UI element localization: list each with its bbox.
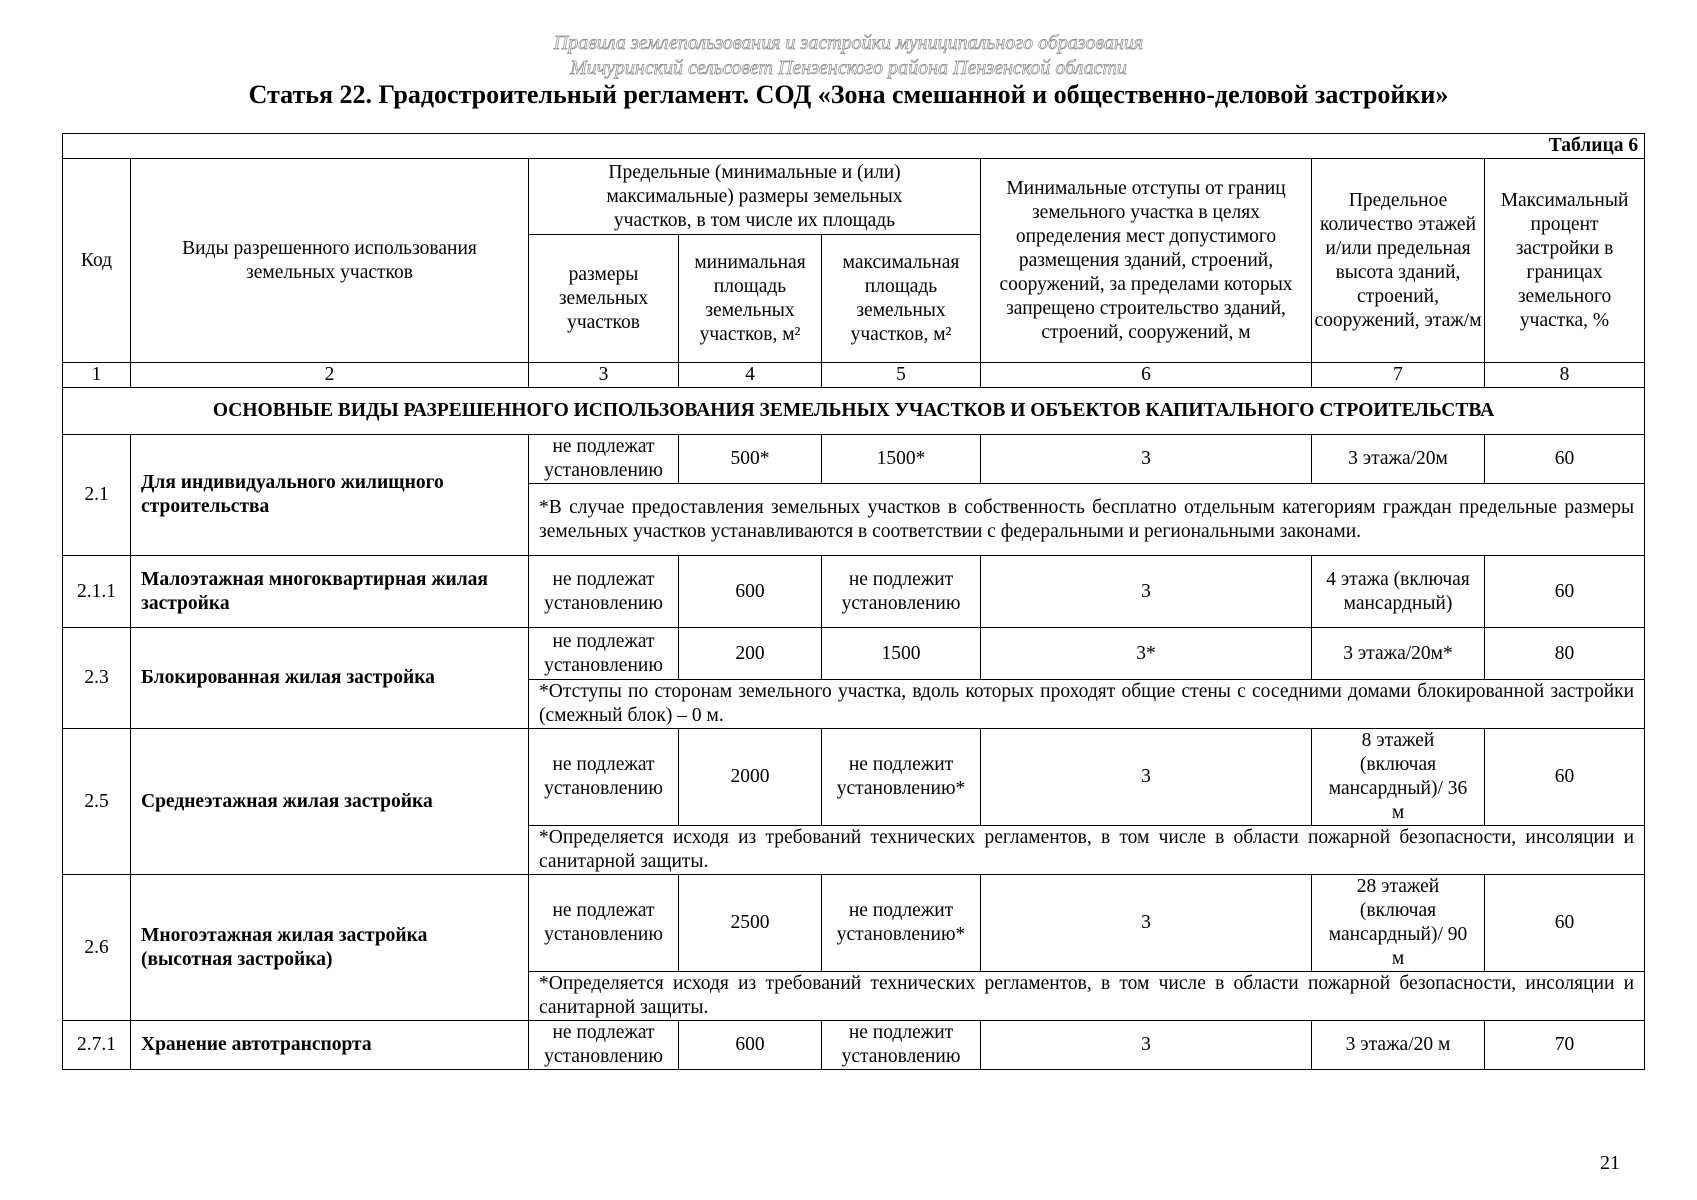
column-number-1: 1 [63, 363, 131, 388]
row-setback: 3 [981, 1021, 1312, 1070]
row-min-area: 600 [679, 1021, 822, 1070]
row-coverage: 80 [1485, 628, 1645, 680]
row-code: 2.1.1 [63, 556, 131, 628]
row-coverage: 60 [1485, 729, 1645, 826]
row-code: 2.1 [63, 435, 131, 556]
header-use-types: Виды разрешенного использования земельных участков [131, 159, 529, 363]
row-setback: 3 [981, 556, 1312, 628]
page-number: 21 [1600, 1152, 1620, 1174]
row-name: Блокированная жилая застройка [131, 628, 529, 729]
row-plot-sizes: не подлежат установлению [529, 435, 679, 484]
row-plot-sizes: не подлежат установлению [529, 556, 679, 628]
column-number-5: 5 [822, 363, 981, 388]
row-floors: 3 этажа/20м [1312, 435, 1485, 484]
row-name: Хранение автотранспорта [131, 1021, 529, 1070]
row-plot-sizes: не подлежат установлению [529, 875, 679, 972]
table-row [63, 1021, 1645, 1070]
row-max-area: не подлежит установлению [822, 556, 981, 628]
row-note: *Определяется исходя из требований технических регламентов, в том числе в области пожарной безопасности, инсоляции и санитарной защиты. [529, 826, 1645, 875]
row-min-area: 200 [679, 628, 822, 680]
row-min-area: 600 [679, 556, 822, 628]
running-header-line-1: Правила землепользования и застройки муниципального образования [553, 32, 1144, 54]
row-plot-sizes: не подлежат установлению [529, 1021, 679, 1070]
header-coverage: Максимальный процент застройки в границах земельного участка, % [1485, 159, 1645, 363]
column-number-3: 3 [529, 363, 679, 388]
row-name: Среднеэтажная жилая застройка [131, 729, 529, 875]
column-number-6: 6 [981, 363, 1312, 388]
row-setback: 3 [981, 875, 1312, 972]
row-max-area: 1500* [822, 435, 981, 484]
header-setbacks: Минимальные отступы от границ земельного участка в целях определения мест допустимого размещения зданий, строений, сооружений, за пределами которых запрещено строительство зданий, строений, сооружений, м [981, 159, 1312, 363]
article-title: Статья 22. Градостроительный регламент. СОД «Зона смешанной и общественно-деловой застройки» [248, 80, 1449, 109]
section-row [63, 388, 1645, 435]
row-note: *В случае предоставления земельных участков в собственность бесплатно отдельным категориям граждан предельные размеры земельных участков устанавливаются в соответствии с федеральными и региональными законами. [529, 484, 1645, 556]
header-row-1 [63, 159, 1645, 235]
row-floors: 28 этажей (включая мансардный)/ 90 м [1312, 875, 1485, 972]
row-note: *Определяется исходя из требований технических регламентов, в том числе в области пожарной безопасности, инсоляции и санитарной защиты. [529, 972, 1645, 1021]
header-max-area: максимальная площадь земельных участков, м² [822, 235, 981, 363]
section-heading: ОСНОВНЫЕ ВИДЫ РАЗРЕШЕННОГО ИСПОЛЬЗОВАНИЯ ЗЕМЕЛЬНЫХ УЧАСТКОВ И ОБЪЕКТОВ КАПИТАЛЬНОГО СТРОИТЕЛЬСТВА [63, 388, 1645, 435]
row-name: Для индивидуального жилищного строительства [131, 435, 529, 556]
header-min-area: минимальная площадь земельных участков, м² [679, 235, 822, 363]
row-floors: 4 этажа (включая мансардный) [1312, 556, 1485, 628]
table-row [63, 435, 1645, 484]
table-row [63, 628, 1645, 680]
column-number-4: 4 [679, 363, 822, 388]
header-limits-group: Предельные (минимальные и (или) максимальные) размеры земельных участков, в том числе их площадь [529, 159, 981, 235]
regulation-table [62, 133, 1645, 1070]
table-caption-row [63, 134, 1645, 159]
row-min-area: 2000 [679, 729, 822, 826]
row-floors: 8 этажей (включая мансардный)/ 36 м [1312, 729, 1485, 826]
row-code: 2.6 [63, 875, 131, 1021]
column-number-2: 2 [131, 363, 529, 388]
running-header-line-2: Мичуринский сельсовет Пензенского района Пензенской области [570, 57, 1127, 79]
table-row [63, 729, 1645, 826]
row-name: Многоэтажная жилая застройка (высотная застройка) [131, 875, 529, 1021]
row-max-area: 1500 [822, 628, 981, 680]
header-code: Код [63, 159, 131, 363]
row-coverage: 60 [1485, 556, 1645, 628]
table-caption: Таблица 6 [63, 134, 1645, 159]
row-plot-sizes: не подлежат установлению [529, 729, 679, 826]
row-setback: 3 [981, 435, 1312, 484]
row-name: Малоэтажная многоквартирная жилая застройка [131, 556, 529, 628]
header-plot-sizes: размеры земельных участков [529, 235, 679, 363]
row-note: *Отступы по сторонам земельного участка, вдоль которых проходят общие стены с соседними домами блокированной застройки (смежный блок) – 0 м. [529, 680, 1645, 729]
row-code: 2.7.1 [63, 1021, 131, 1070]
row-max-area: не подлежит установлению* [822, 875, 981, 972]
row-plot-sizes: не подлежат установлению [529, 628, 679, 680]
row-max-area: не подлежит установлению* [822, 729, 981, 826]
row-min-area: 500* [679, 435, 822, 484]
row-setback: 3 [981, 729, 1312, 826]
row-min-area: 2500 [679, 875, 822, 972]
table-row [63, 875, 1645, 972]
row-code: 2.3 [63, 628, 131, 729]
column-number-8: 8 [1485, 363, 1645, 388]
row-coverage: 70 [1485, 1021, 1645, 1070]
row-floors: 3 этажа/20 м [1312, 1021, 1485, 1070]
table-row [63, 556, 1645, 628]
row-coverage: 60 [1485, 435, 1645, 484]
column-number-7: 7 [1312, 363, 1485, 388]
row-coverage: 60 [1485, 875, 1645, 972]
row-setback: 3* [981, 628, 1312, 680]
header-floors: Предельное количество этажей и/или предельная высота зданий, строений, сооружений, этаж/м [1312, 159, 1485, 363]
row-code: 2.5 [63, 729, 131, 875]
row-max-area: не подлежит установлению [822, 1021, 981, 1070]
row-floors: 3 этажа/20м* [1312, 628, 1485, 680]
column-numbers-row [63, 363, 1645, 388]
